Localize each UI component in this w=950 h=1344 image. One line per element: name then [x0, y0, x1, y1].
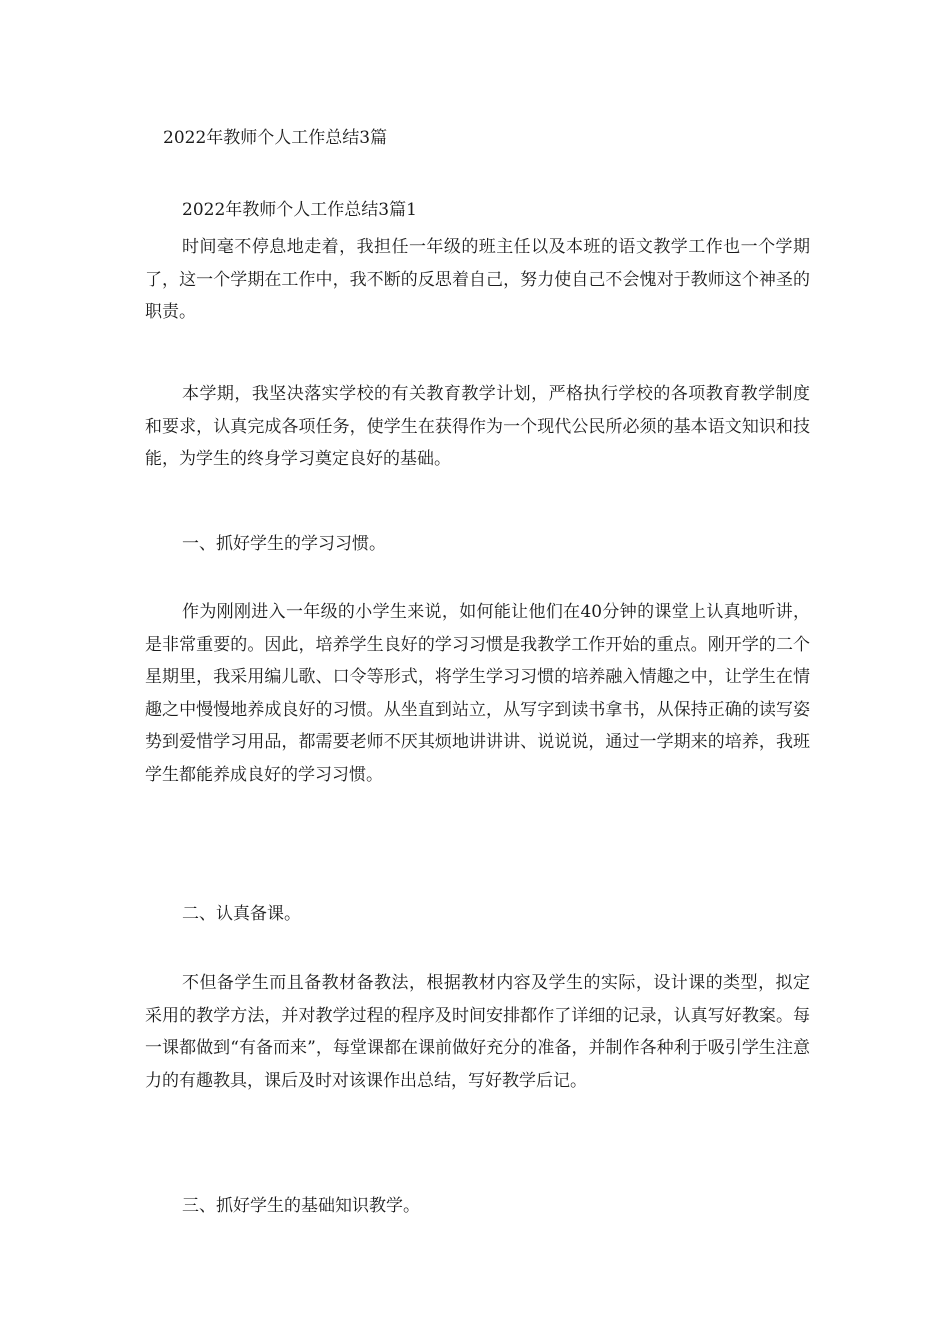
heading-study-habits: 一、抓好学生的学习习惯。 — [182, 534, 386, 554]
section-title: 2022年教师个人工作总结3篇1 — [182, 200, 417, 220]
paragraph-lesson-prep: 不但备学生而且备教材备教法，根据教材内容及学生的实际，设计课的类型，拟定采用的教学方法，并对教学过程的程序及时间安排都作了详细的记录，认真写好教案。每一课都做到“有备而来”，每堂课都在课前做好充分的准备，并制作各种利于吸引学生注意力的有趣教具，课后及时对该课作出总结，写好教学后记。 — [145, 973, 810, 1091]
document-title: 2022年教师个人工作总结3篇 — [163, 128, 388, 148]
paragraph-intro: 时间毫不停息地走着，我担任一年级的班主任以及本班的语文教学工作也一个学期了，这一个学期在工作中，我不断的反思着自己，努力使自己不会愧对于教师这个神圣的职责。 — [145, 237, 810, 322]
heading-basic-knowledge: 三、抓好学生的基础知识教学。 — [182, 1196, 420, 1216]
paragraph-study-habits: 作为刚刚进入一年级的小学生来说，如何能让他们在40分钟的课堂上认真地听讲，是非常重要的。因此，培养学生良好的学习习惯是我教学工作开始的重点。刚开学的二个星期里，我采用编儿歌、口令等形式，将学生学习习惯的培养融入情趣之中，让学生在情趣之中慢慢地养成良好的习惯。从坐直到站立，从写字到读书拿书，从保持正确的读写姿势到爱惜学习用品，都需要老师不厌其烦地讲讲讲、说说说，通过一学期来的培养，我班学生都能养成良好的学习习惯。 — [145, 602, 810, 785]
heading-lesson-prep: 二、认真备课。 — [182, 904, 301, 924]
paragraph-semester: 本学期，我坚决落实学校的有关教育教学计划，严格执行学校的各项教育教学制度和要求，认真完成各项任务，使学生在获得作为一个现代公民所必须的基本语文知识和技能，为学生的终身学习奠定良好的基础。 — [145, 384, 810, 469]
